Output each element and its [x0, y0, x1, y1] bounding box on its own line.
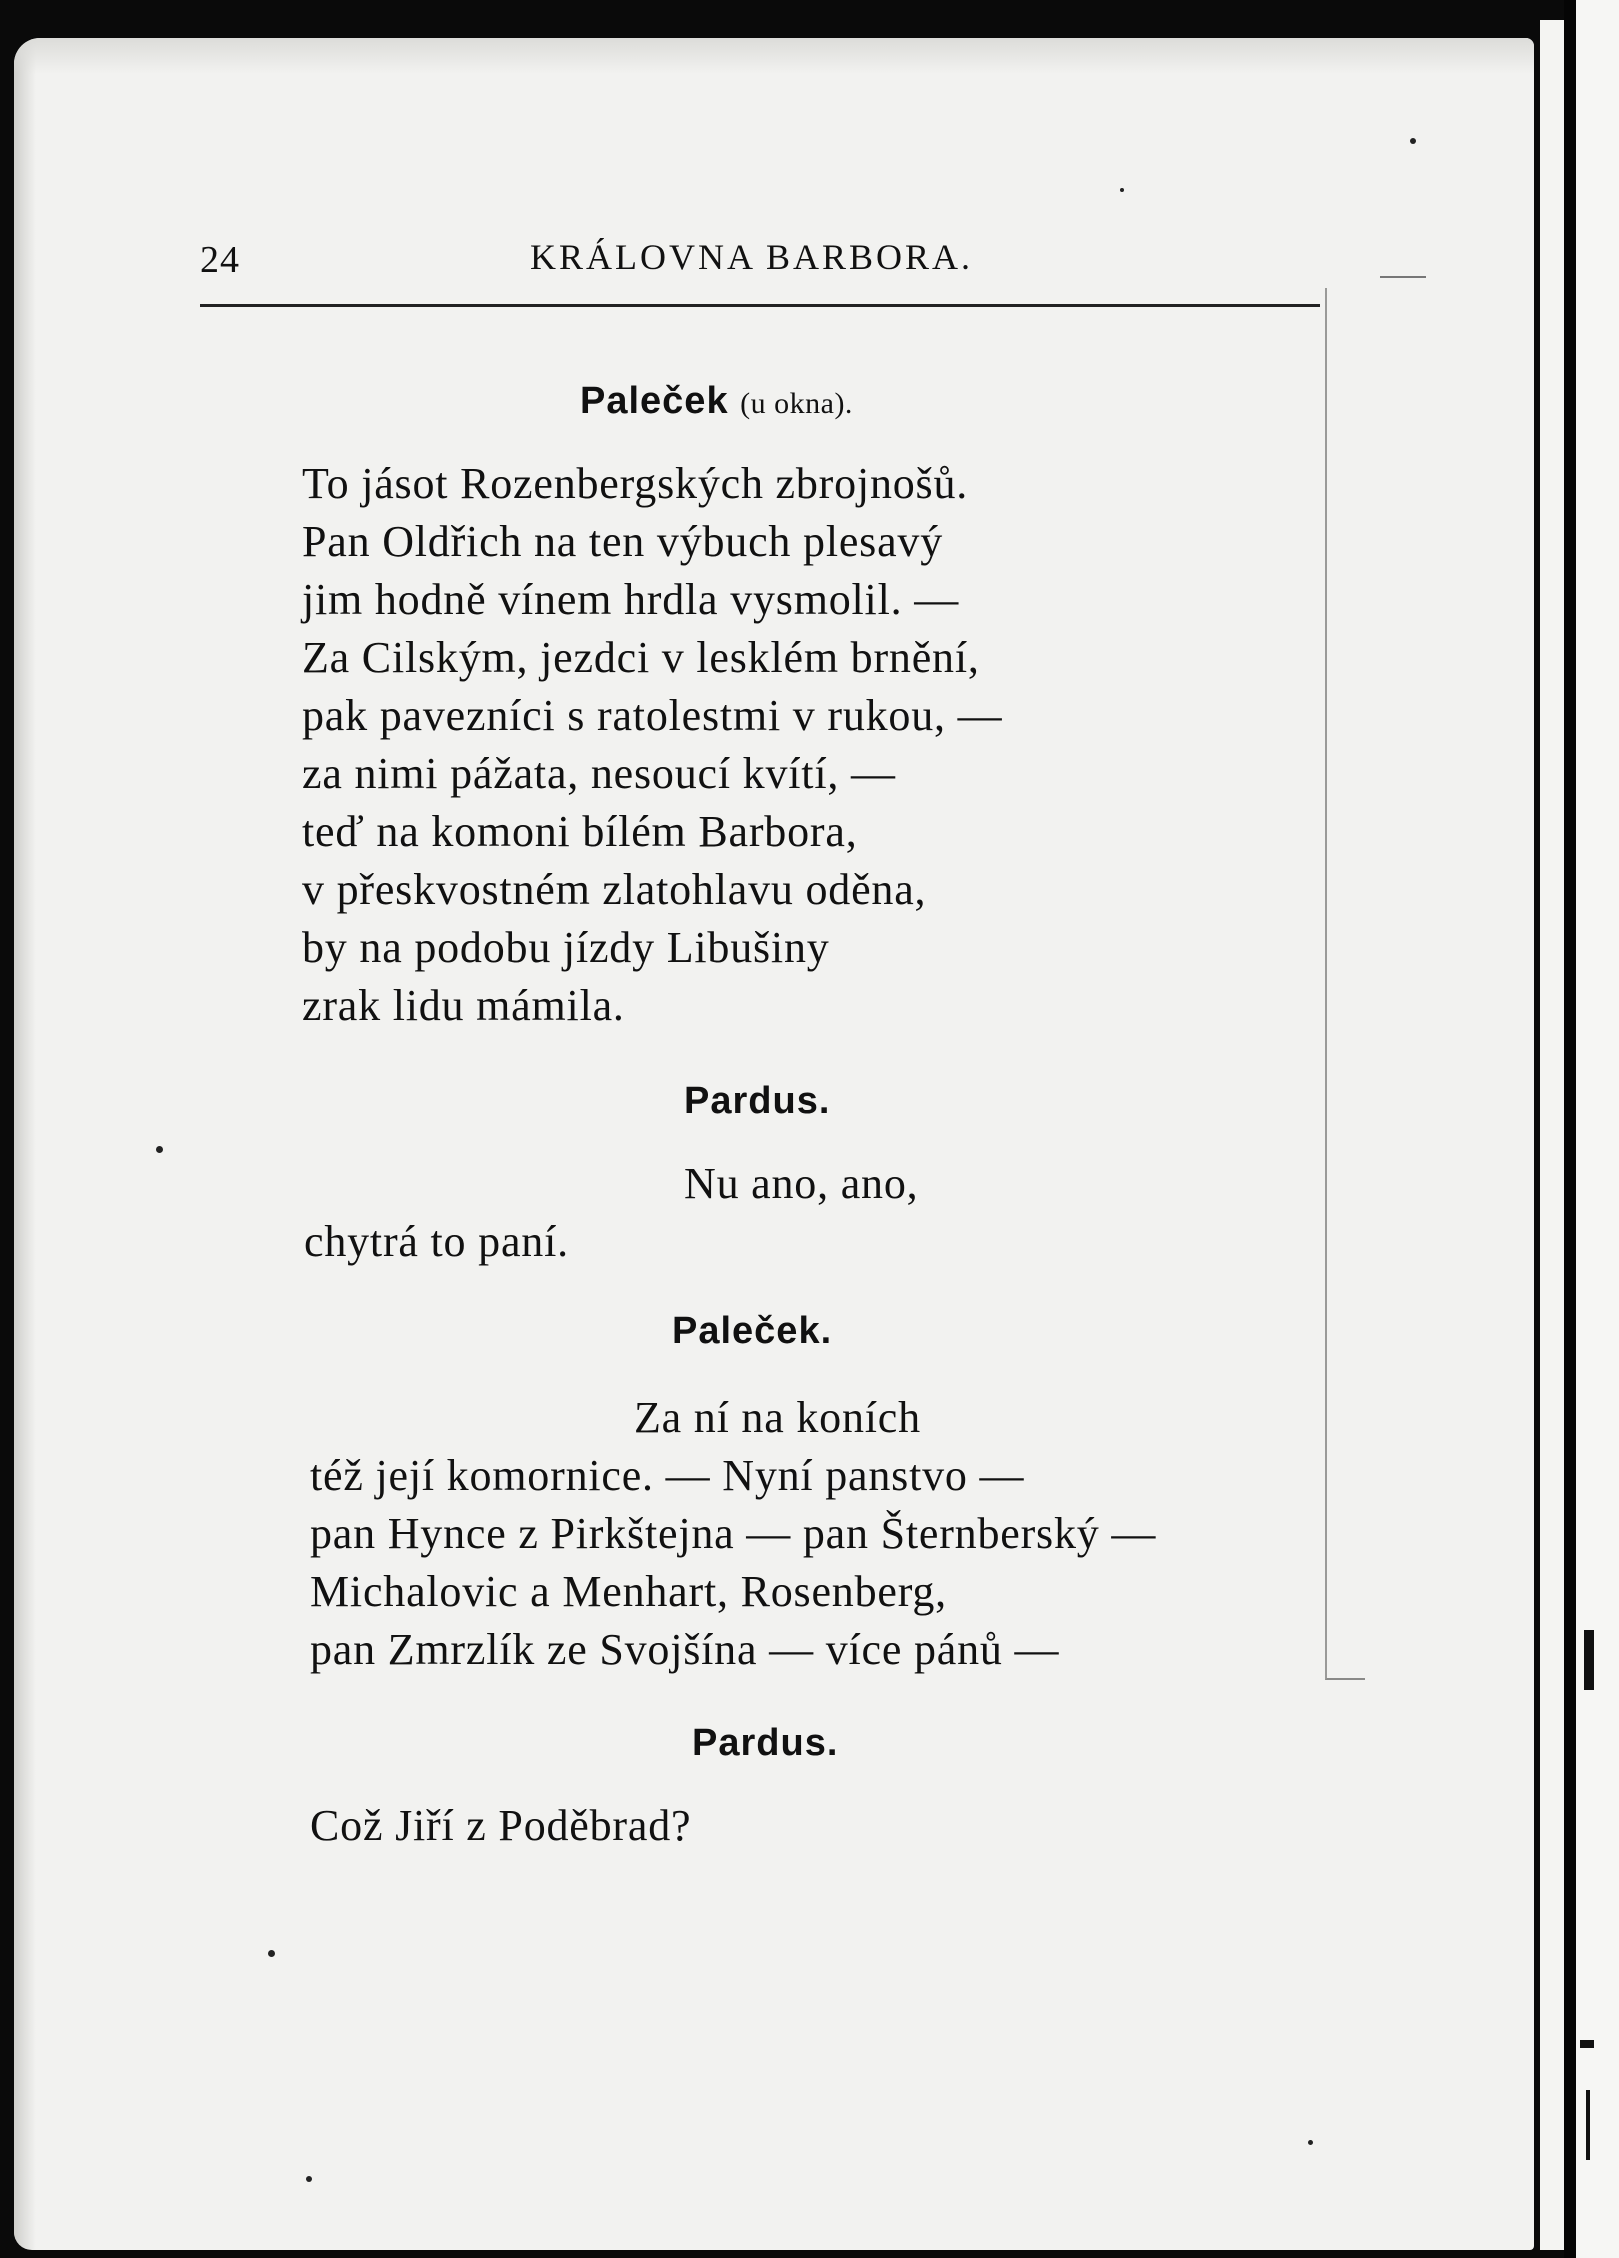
- verse-line: chytrá to paní.: [304, 1217, 569, 1266]
- verse-line: teď na komoni bílém Barbora,: [302, 807, 858, 856]
- verse-line: zrak lidu mámila.: [302, 981, 625, 1030]
- speaker-name: Pardus.: [684, 1080, 831, 1122]
- verse-line: jim hodně vínem hrdla vysmolil. —: [302, 575, 960, 624]
- speaker-name: Pardus.: [692, 1722, 839, 1764]
- verse-line: Michalovic a Menhart, Rosenberg,: [310, 1567, 947, 1616]
- scan-speck: [1120, 188, 1124, 192]
- verse-line: Za Cilským, jezdci v lesklém brnění,: [302, 633, 980, 682]
- page-number: 24: [200, 239, 240, 281]
- verse-line: pan Zmrzlík ze Svojšína — více pánů —: [310, 1625, 1060, 1674]
- verse-line: Za ní na koních: [634, 1393, 921, 1442]
- header-rule: [200, 304, 1320, 307]
- verse-line: za nimi pážata, nesoucí kvítí, —: [302, 749, 896, 798]
- verse-line: pak pavezníci s ratolestmi v rukou, —: [302, 691, 1003, 740]
- running-title: KRÁLOVNA BARBORA.: [530, 237, 974, 277]
- verse-line: by na podobu jízdy Libušiny: [302, 923, 830, 972]
- verse-line: To jásot Rozenbergských zbrojnošů.: [302, 459, 969, 508]
- speaker-label: Paleček: [580, 380, 729, 422]
- scan-speck: [268, 1950, 275, 1957]
- scan-speck: [156, 1146, 163, 1153]
- verse-line: Což Jiří z Poděbrad?: [310, 1801, 692, 1850]
- verse-line: Nu ano, ano,: [684, 1159, 919, 1208]
- scan-speck: [1410, 138, 1416, 144]
- verse-line: též její komornice. — Nyní panstvo —: [310, 1451, 1025, 1500]
- verse-line: Pan Oldřich na ten výbuch plesavý: [302, 517, 944, 566]
- verse-line: pan Hynce z Pirkštejna — pan Šternberský —: [310, 1509, 1157, 1558]
- verse-line: v přeskvostném zlatohlavu oděna,: [302, 865, 927, 914]
- scan-speck: [1308, 2140, 1313, 2145]
- speaker-name: Paleček.: [672, 1310, 833, 1352]
- scan-speck: [306, 2176, 312, 2182]
- stage-direction: (u okna).: [740, 387, 853, 420]
- speaker-name: [580, 380, 853, 423]
